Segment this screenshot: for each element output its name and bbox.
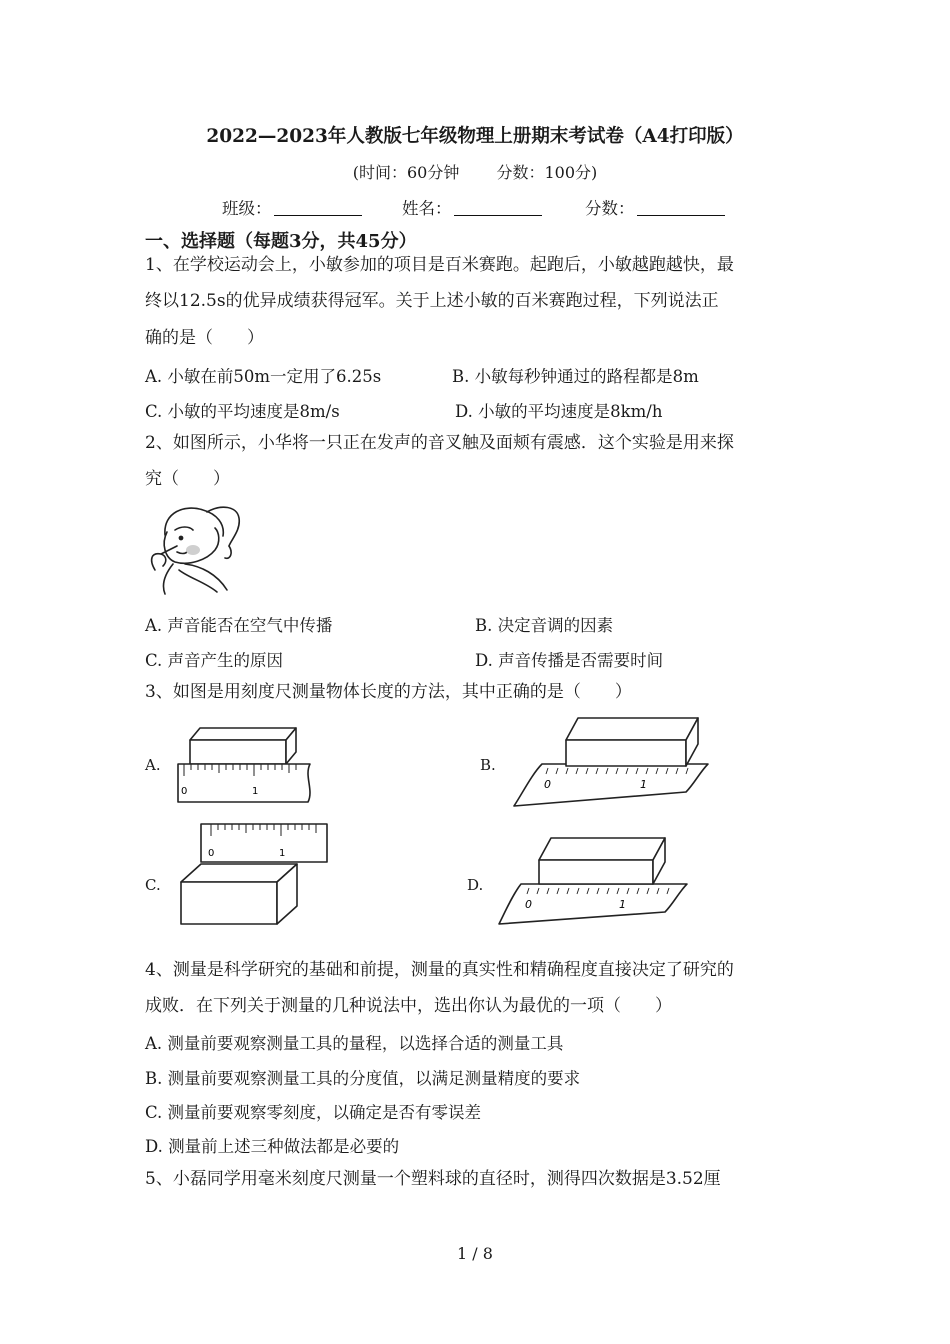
class-field (222, 195, 362, 219)
figure-d-label: D. (467, 876, 484, 894)
question-2-option-a: A. 声音能否在空气中传播 (145, 616, 333, 635)
figure-c-label: C. (145, 876, 161, 894)
question-2-option-b: B. 决定音调的因素 (475, 616, 614, 635)
ruler-d-one: 1 (619, 898, 626, 911)
question-5-line: 5、小磊同学用毫米刻度尺测量一个塑料球的直径时，测得四次数据是3.52厘 (145, 1169, 721, 1189)
ruler-b-zero: 0 (544, 778, 551, 791)
ruler-d-zero: 0 (525, 898, 532, 911)
score-blank (637, 199, 725, 216)
class-label: 班级： (222, 199, 272, 218)
figure-b-label: B. (480, 756, 496, 774)
ruler-figure-d (495, 828, 695, 928)
page-number: 1 / 8 (457, 1244, 493, 1263)
ruler-figure-a (170, 720, 315, 808)
ruler-b-one: 1 (640, 778, 647, 791)
question-1-line-3: 确的是（ ） (145, 328, 264, 348)
ruler-a-zero: 0 (181, 786, 188, 797)
girl-tuning-fork-illustration (145, 500, 245, 595)
question-4-option-d: D. 测量前上述三种做法都是必要的 (145, 1137, 400, 1156)
ruler-figure-c (175, 818, 330, 930)
question-2-option-c: C. 声音产生的原因 (145, 651, 284, 670)
question-1-option-a: A. 小敏在前50m一定用了6.25s (145, 367, 382, 386)
section-heading: 一、选择题（每题3分，共45分） (145, 231, 417, 252)
question-2-option-d: D. 声音传播是否需要时间 (475, 651, 664, 670)
name-field (402, 195, 542, 219)
ruler-c-one: 1 (279, 848, 286, 859)
score-label: 分数： (585, 199, 635, 218)
question-2-line-1: 2、如图所示，小华将一只正在发声的音叉触及面颊有震感．这个实验是用来探 (145, 433, 734, 453)
question-1-option-c: C. 小敏的平均速度是8m/s (145, 402, 340, 421)
class-blank (274, 199, 362, 216)
page-title: 2022—2023年人教版七年级物理上册期末考试卷（A4打印版） (206, 126, 744, 147)
question-4-option-c: C. 测量前要观察零刻度，以确定是否有零误差 (145, 1103, 482, 1122)
question-4-option-a: A. 测量前要观察测量工具的量程，以选择合适的测量工具 (145, 1034, 564, 1053)
question-1-option-b: B. 小敏每秒钟通过的路程都是8m (452, 367, 699, 386)
question-4-line-2: 成败．在下列关于测量的几种说法中，选出你认为最优的一项（ ） (145, 996, 672, 1016)
figure-a-label: A. (145, 756, 161, 774)
exam-time: (时间：60分钟 (352, 163, 460, 182)
name-blank (454, 199, 542, 216)
exam-total-score: 分数：100分) (496, 163, 598, 182)
score-field (585, 195, 725, 219)
ruler-c-zero: 0 (208, 848, 215, 859)
question-1-line-1: 1、在学校运动会上，小敏参加的项目是百米赛跑。起跑后，小敏越跑越快，最 (145, 255, 734, 275)
name-label: 姓名： (402, 199, 452, 218)
question-3-line: 3、如图是用刻度尺测量物体长度的方法，其中正确的是（ ） (145, 682, 632, 702)
ruler-a-one: 1 (252, 786, 259, 797)
question-4-line-1: 4、测量是科学研究的基础和前提，测量的真实性和精确程度直接决定了研究的 (145, 960, 734, 980)
exam-subtitle (0, 160, 950, 183)
question-4-option-b: B. 测量前要观察测量工具的分度值，以满足测量精度的要求 (145, 1069, 581, 1088)
question-1-option-d: D. 小敏的平均速度是8km/h (455, 402, 663, 421)
question-2-line-2: 究（ ） (145, 469, 230, 489)
question-1-line-2: 终以12.5s的优异成绩获得冠军。关于上述小敏的百米赛跑过程，下列说法正 (145, 291, 719, 311)
ruler-figure-b (508, 712, 713, 812)
